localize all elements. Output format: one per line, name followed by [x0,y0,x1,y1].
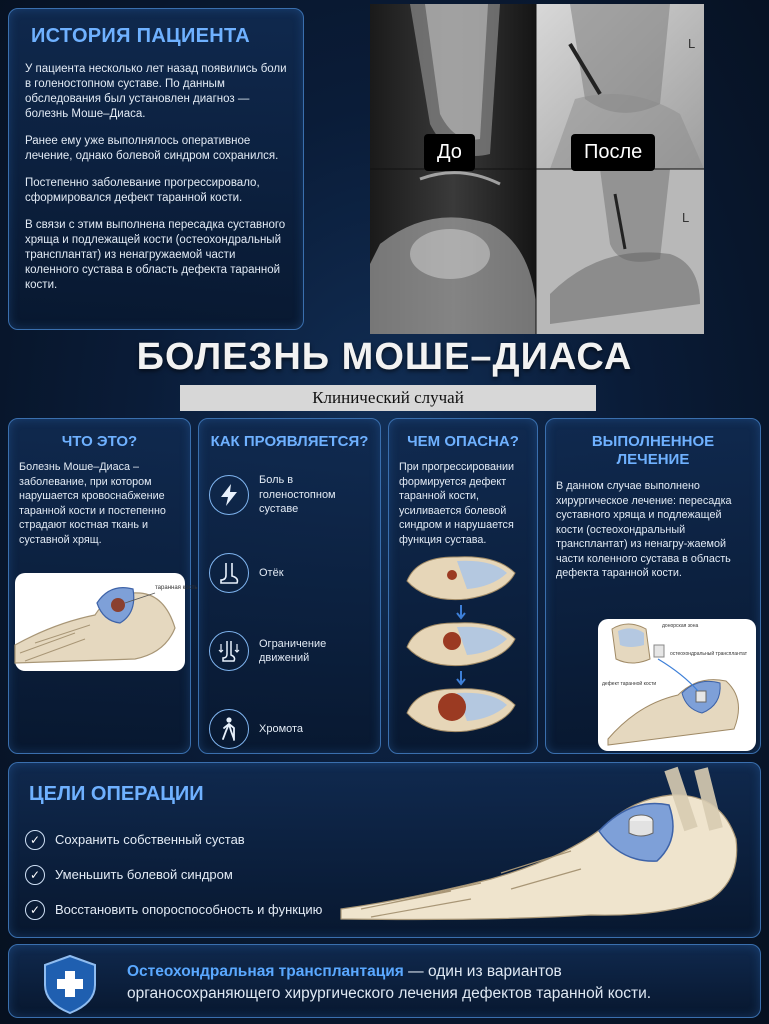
symptom-label: Отёк [259,566,284,579]
conclusion-panel [8,944,761,1018]
goal-label: Сохранить собственный сустав [55,832,245,847]
danger-panel [388,418,538,754]
what-title: ЧТО ЭТО? [61,433,138,450]
history-panel [8,8,304,330]
treatment-title: ВЫПОЛНЕННОЕ ЛЕЧЕНИЕ [591,433,715,468]
history-title: ИСТОРИЯ ПАЦИЕНТА [31,25,251,47]
history-paragraph: Постепенно заболевание прогрессировало, сформировался дефект таранной кости. [25,177,260,204]
what-panel [8,418,198,754]
goals-title: ЦЕЛИ ОПЕРАЦИИ [29,783,204,805]
page-title: БОЛЕЗНЬ МОШЕ–ДИАСА [136,336,633,378]
foot-icon [209,553,249,593]
image-label: остеохондральный трансплантат [670,651,748,657]
how-panel [198,418,381,754]
symptom-label: Ограничение движений [259,637,327,664]
history-paragraph: Ранее ему уже выполнялось оперативное лечение, однако болевой синдром сохранился. [25,135,279,162]
danger-text: При прогрессировании формируется дефект таранной кости, усиливается болевой синдром и нарушается функция сустава. [399,461,515,546]
xray-marker: L [682,210,690,225]
goal-label: Восстановить опороспособность и функцию [55,902,323,917]
xray-marker: L [688,36,696,51]
check-icon: ✓ [25,865,45,885]
image-label: донорская зона [662,623,699,629]
foot-skeleton-illustration [331,769,751,933]
medical-shield-icon [39,953,101,1015]
defect-progression-illustration [397,551,531,745]
danger-title: ЧЕМ ОПАСНА? [407,433,519,450]
lightning-icon [209,475,249,515]
treatment-text: В данном случае выполнено хирургическое лечение: пересадка суставного хряща и подлежащей кости (остеохондральный трансплантат) из ненагру-жаемой части коленного сустава в область дефекта таранной кости. [556,480,732,579]
before-label: До [424,134,475,171]
how-title: КАК ПРОЯВЛЯЕТСЯ? [210,433,369,450]
walking-person-icon [209,709,249,749]
after-label: После [571,134,655,171]
symptom-item [209,460,370,530]
check-icon: ✓ [25,900,45,920]
restricted-movement-icon [209,631,249,671]
talus-image [15,573,198,671]
talus-label: таранная кость [155,585,198,591]
symptom-label: Хромота [259,722,304,735]
transplant-illustration [598,619,756,751]
symptom-item [209,694,370,764]
conclusion-bold: Остеохондральная трансплантация [127,963,404,980]
image-label: дефект таранной кости [602,681,657,687]
what-text: Болезнь Моше–Диаса – заболевание, при котором нарушается кровоснабжение таранной кости и постепенно страдают костная ткань и суставной хрящ. [19,461,166,546]
history-paragraph: У пациента несколько лет назад появились боли в голеностопном суставе. По данным обследования был установлен диагноз — болезнь Моше–Диаса. [25,63,287,120]
transplant-image [598,619,756,751]
foot-bone-illustration [15,573,198,671]
xray-images [370,4,704,334]
treatment-panel [545,418,761,754]
symptom-label: Боль в голеностопном суставе [259,474,336,516]
check-icon: ✓ [25,830,45,850]
history-paragraph: В связи с этим выполнена пересадка суставного хряща и подлежащей кости (остеохондральный трансплантат) из ненагружаемой части коленного сустава в область дефекта таранной кости. [25,219,286,291]
goal-label: Уменьшить болевой синдром [55,867,233,882]
conclusion-rest: — один из вариантов [403,963,562,980]
goals-panel [8,762,761,938]
symptom-item [209,616,370,686]
symptom-item [209,538,370,608]
conclusion-line2: органосохраняющего хирургического лечения дефектов таранной кости. [127,985,652,1002]
page-subtitle: Клинический случай [180,385,596,411]
conclusion-text [127,961,651,1005]
